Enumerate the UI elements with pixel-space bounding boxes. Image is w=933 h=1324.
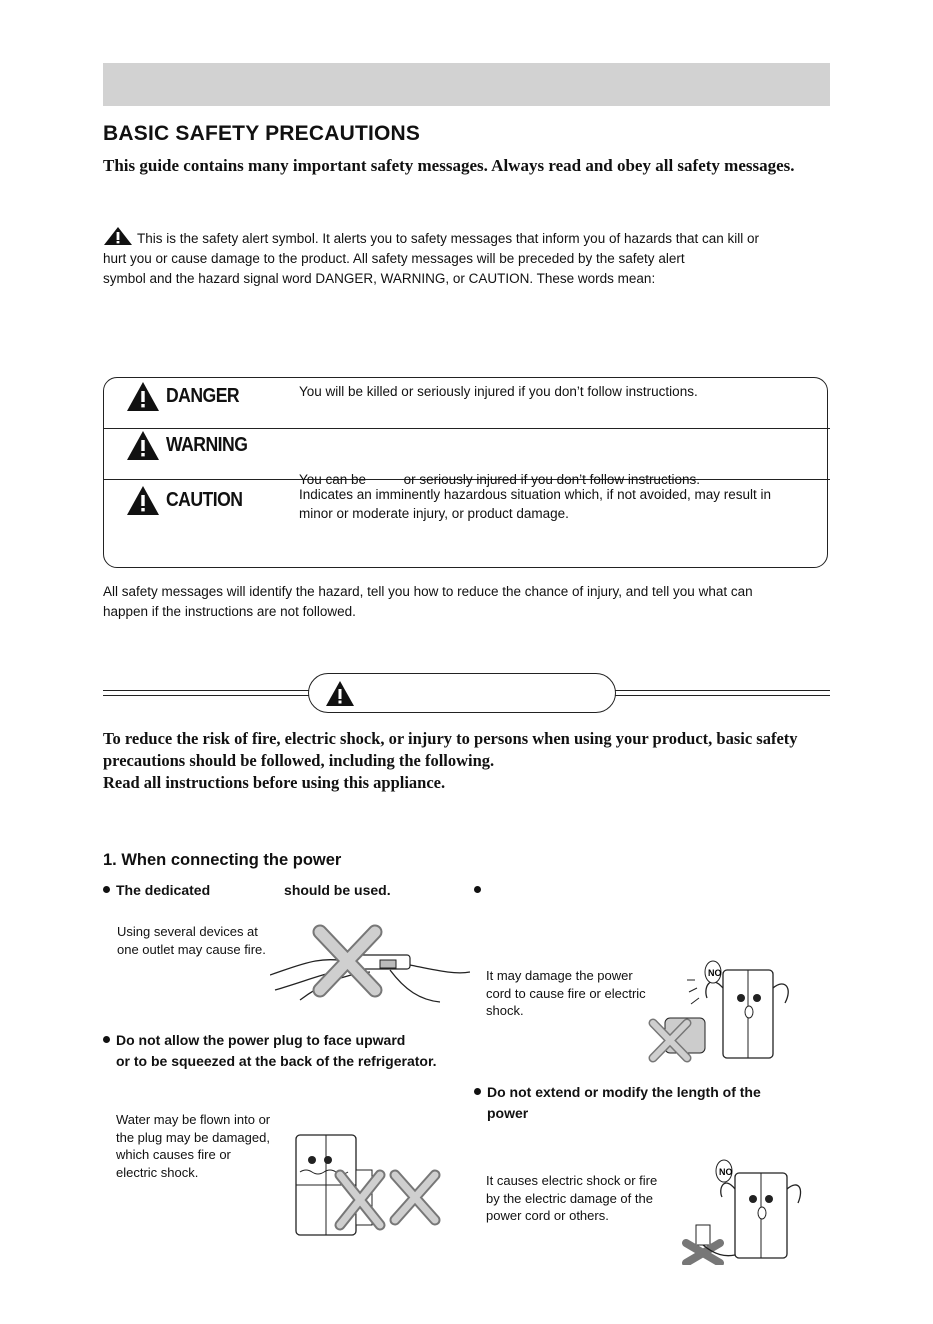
fridge-no-illustration <box>645 958 795 1063</box>
alert-paragraph <box>103 226 823 289</box>
fridge-extension-no-illustration <box>680 1155 805 1265</box>
warning-triangle-icon <box>325 680 355 707</box>
multi-plug-crossed-illustration <box>270 920 470 1005</box>
warning-triangle-icon <box>103 226 133 246</box>
alert-paragraph-line2: hurt you or cause damage to the product. All safety messages will be preceded by the safety alert <box>103 251 685 266</box>
item-heading: The dedicated should be used. <box>103 880 391 901</box>
danger-description: You will be killed or seriously injured if you don’t follow instructions. <box>299 384 698 399</box>
item-note: It causes electric shock or fire by the electric damage of the power cord or others. <box>486 1173 658 1223</box>
warning-description: You can be or seriously injured if you don’t follow instructions. <box>299 472 700 487</box>
item-heading <box>474 880 487 901</box>
double-rule-right <box>615 690 830 696</box>
reduce-risk-paragraph: To reduce the risk of fire, electric shock, or injury to persons when using your product, basic safety precautions should be followed, including the following. Read all instructions before using this appliance. <box>103 729 798 792</box>
section-heading: 1. When connecting the power <box>103 851 342 869</box>
warning-signal <box>126 429 258 461</box>
svg-text:NO: NO <box>708 968 722 978</box>
caution-description: Indicates an imminently hazardous situation which, if not avoided, may result in minor or moderate injury, or product damage. <box>299 487 771 521</box>
danger-word: DANGER <box>166 384 240 407</box>
item-note: Water may be flown into or the plug may be damaged, which causes fire or electric shock. <box>116 1112 271 1180</box>
intro-text: This guide contains many important safety messages. Always read and obey all safety messages. <box>103 156 795 175</box>
warning-word: WARNING <box>166 433 248 456</box>
page-title: BASIC SAFETY PRECAUTIONS <box>103 122 421 145</box>
warning-pill <box>308 673 616 713</box>
caution-word: CAUTION <box>166 488 243 511</box>
fridge-plug-crossed-illustration <box>290 1130 450 1240</box>
svg-text:NO: NO <box>719 1167 733 1177</box>
warning-triangle-icon <box>126 484 160 516</box>
double-rule-left <box>103 690 309 696</box>
item-note: It may damage the power cord to cause fire or electric shock. <box>486 968 646 1018</box>
summary-paragraph: All safety messages will identify the hazard, tell you how to reduce the chance of injury, and tell you what can happen if the instructions are not followed. <box>103 584 753 619</box>
danger-signal <box>126 380 249 412</box>
warning-triangle-icon <box>126 429 160 461</box>
item-heading: Do not allow the power plug to face upward or to be squeezed at the back of the refrigerator. <box>103 1030 437 1072</box>
warning-triangle-icon <box>126 380 160 412</box>
header-bar <box>103 63 830 106</box>
item-heading: Do not extend or modify the length of the power <box>474 1082 761 1124</box>
alert-paragraph-line3: symbol and the hazard signal word DANGER, WARNING, or CAUTION. These words mean: <box>103 271 656 286</box>
item-note: Using several devices at one outlet may cause fire. <box>117 924 266 957</box>
caution-signal <box>126 484 253 516</box>
alert-paragraph-line1: This is the safety alert symbol. It alerts you to safety messages that inform you of hazards that can kill or <box>103 226 823 249</box>
